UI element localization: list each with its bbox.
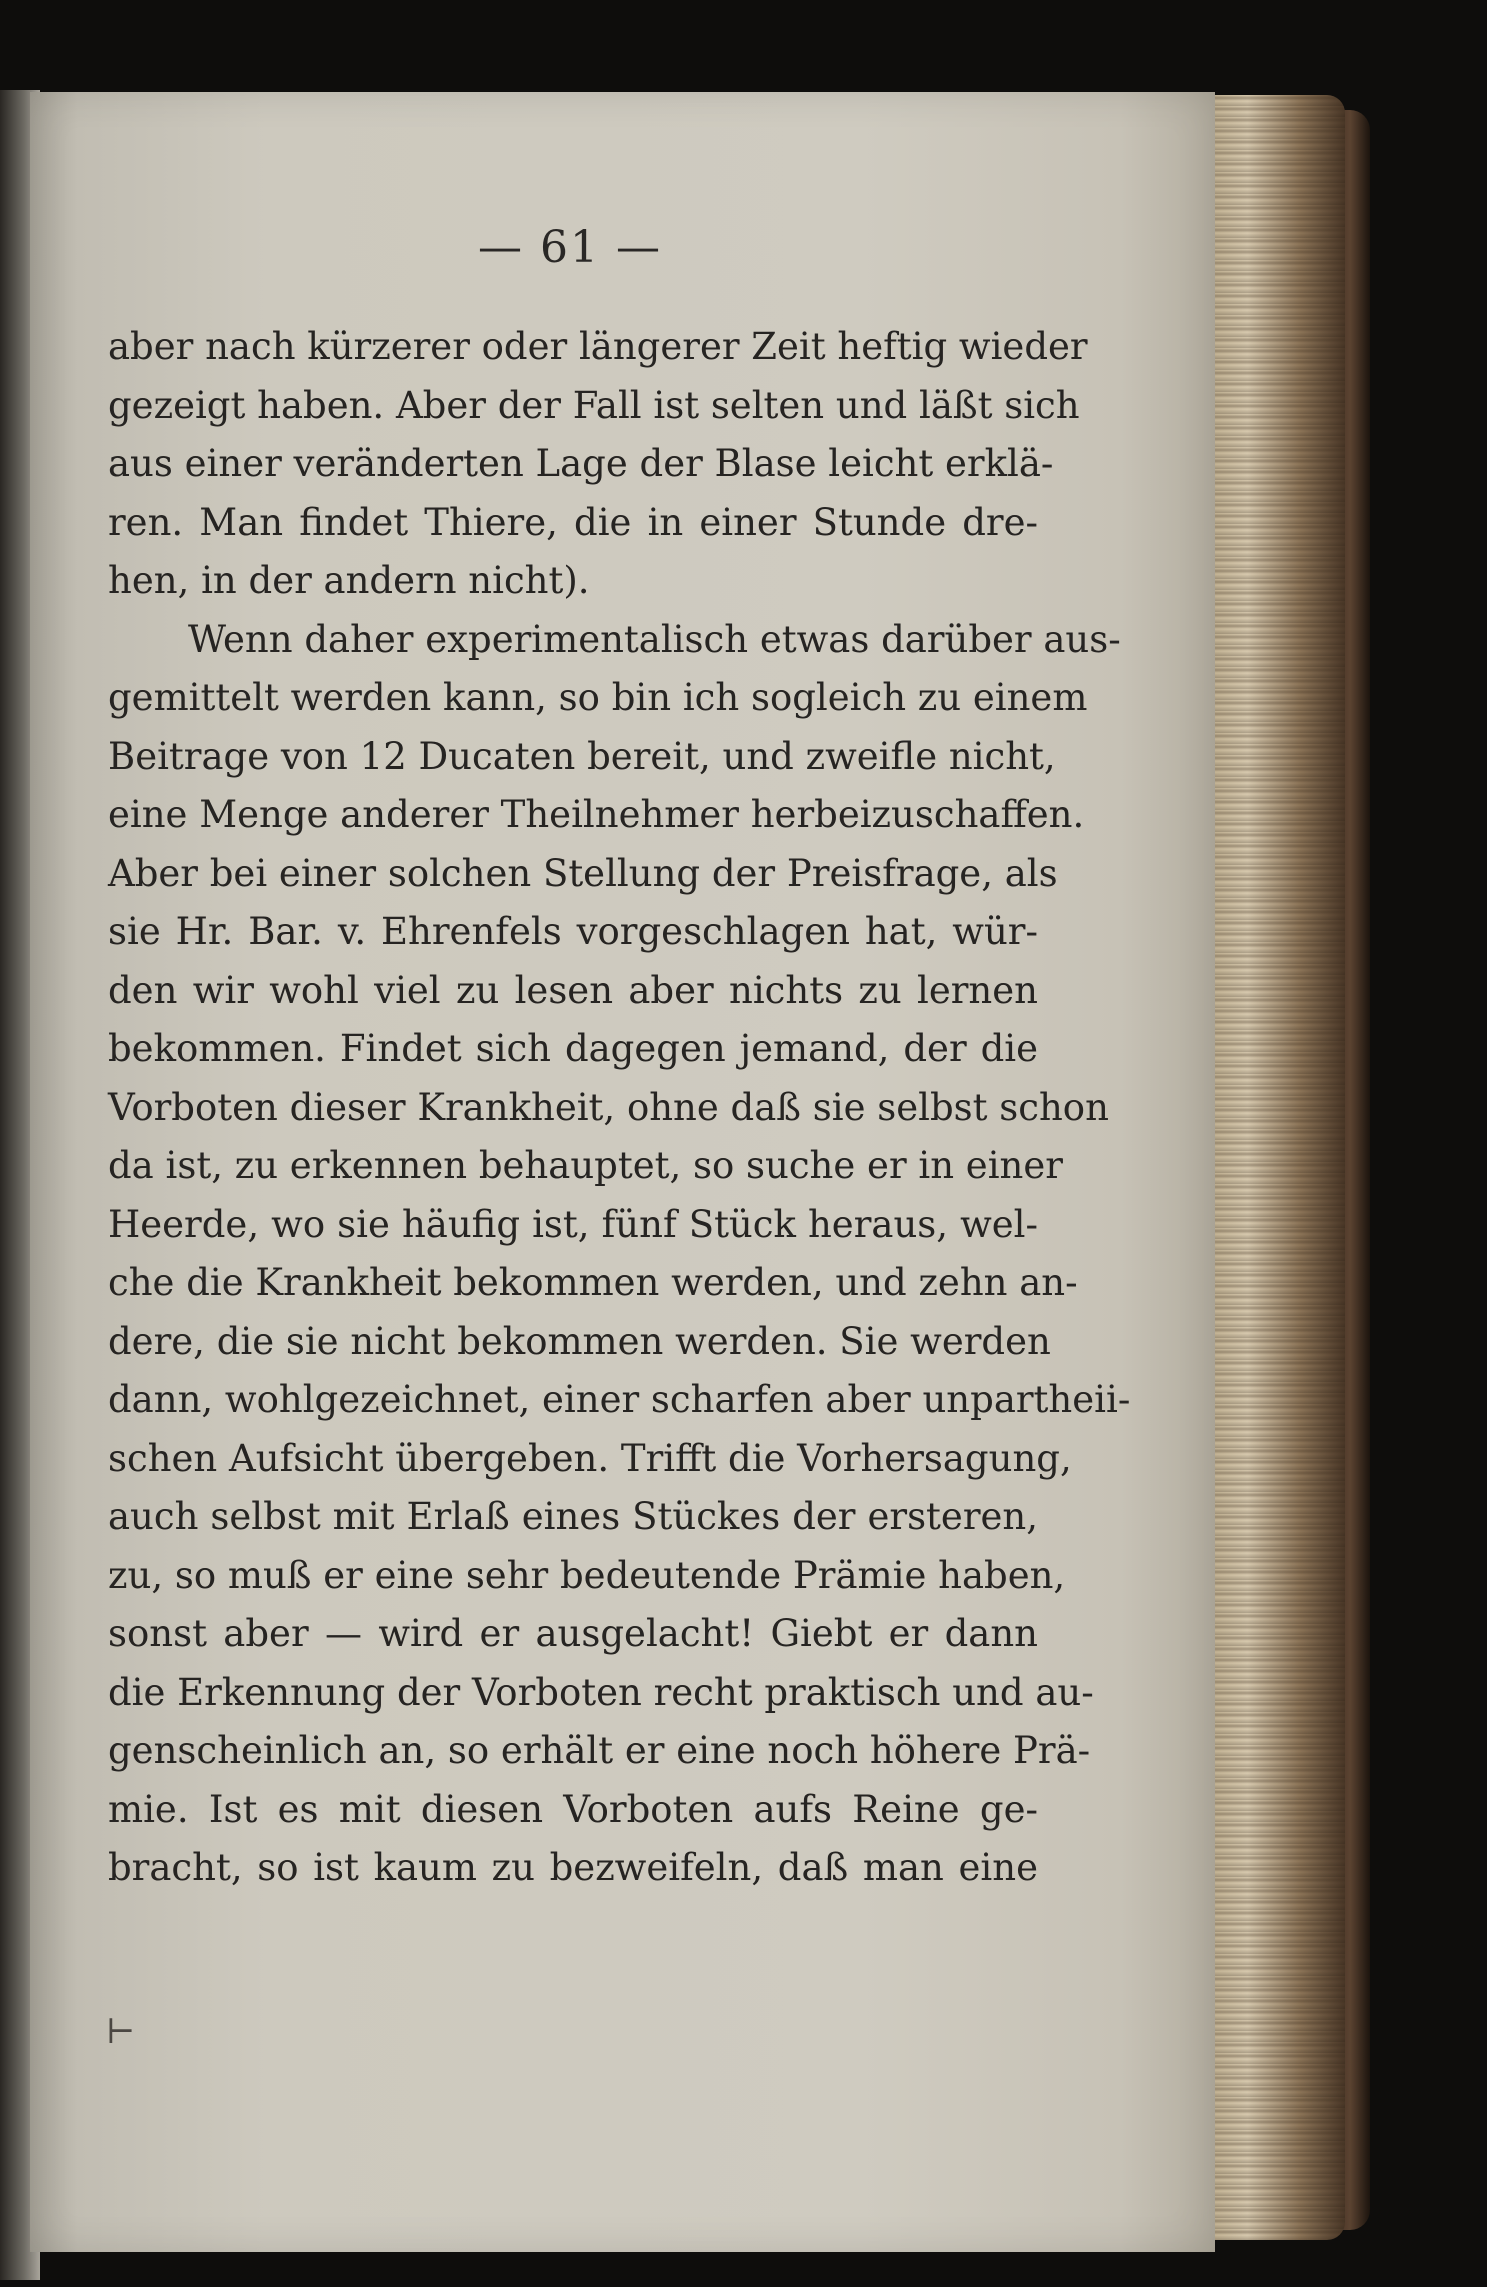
text-line: bekommen. Findet sich dagegen jemand, der die (108, 1027, 1038, 1070)
page-header: — 61 — (478, 222, 662, 273)
text-line: zu, so muß er eine sehr bedeutende Prämie haben, (108, 1553, 1066, 1597)
text-line: da ist, zu erkennen behauptet, so suche er in einer (108, 1144, 1063, 1187)
text-line: Beitrage von 12 Ducaten bereit, und zweifle nicht, (108, 734, 1056, 778)
text-line: aber nach kürzerer oder längerer Zeit heftig wieder (108, 325, 1088, 368)
text-line: auch selbst mit Erlaß eines Stückes der ersteren, (108, 1495, 1038, 1538)
text-line: Heerde, wo sie häufig ist, fünf Stück heraus, wel- (108, 1202, 1038, 1246)
text-line: mie. Ist es mit diesen Vorboten aufs Reine ge- (108, 1787, 1038, 1831)
text-line: die Erkennung der Vorboten recht praktisch und au- (108, 1670, 1094, 1714)
text-line: Aber bei einer solchen Stellung der Preisfrage, als (108, 851, 1058, 895)
text-line: aus einer veränderten Lage der Blase leicht erklä- (108, 442, 1054, 485)
text-line: sie Hr. Bar. v. Ehrenfels vorgeschlagen hat, wür- (108, 910, 1038, 953)
text-line: Vorboten dieser Krankheit, ohne daß sie selbst schon (108, 1085, 1109, 1129)
page-stack-edge (1195, 95, 1345, 2240)
text-line: schen Aufsicht übergeben. Trifft die Vorhersagung, (108, 1436, 1072, 1480)
text-line: gezeigt haben. Aber der Fall ist selten und läßt sich (108, 383, 1080, 427)
text-line: eine Menge anderer Theilnehmer herbeizuschaffen. (108, 793, 1085, 836)
text-line: bracht, so ist kaum zu bezweifeln, daß man eine (108, 1846, 1038, 1889)
text-line: che die Krankheit bekommen werden, und zehn an- (108, 1261, 1078, 1304)
text-line: Wenn daher experimentalisch etwas darüber aus- (188, 617, 1121, 661)
text-line: sonst aber — wird er ausgelacht! Giebt er dann (108, 1612, 1038, 1655)
text-line: hen, in der andern nicht). (108, 559, 590, 602)
signature-mark: ⊢ (106, 2012, 136, 2052)
text-line: den wir wohl viel zu lesen aber nichts zu lernen (108, 968, 1038, 1012)
text-line: dere, die sie nicht bekommen werden. Sie werden (108, 1319, 1051, 1363)
page-body (108, 318, 1131, 1898)
text-line: dann, wohlgezeichnet, einer scharfen aber unpartheii- (108, 1378, 1131, 1421)
text-line: ren. Man findet Thiere, die in einer Stunde dre- (108, 500, 1038, 544)
text-line: genscheinlich an, so erhält er eine noch höhere Prä- (108, 1729, 1091, 1772)
text-line: gemittelt werden kann, so bin ich sogleich zu einem (108, 676, 1088, 719)
